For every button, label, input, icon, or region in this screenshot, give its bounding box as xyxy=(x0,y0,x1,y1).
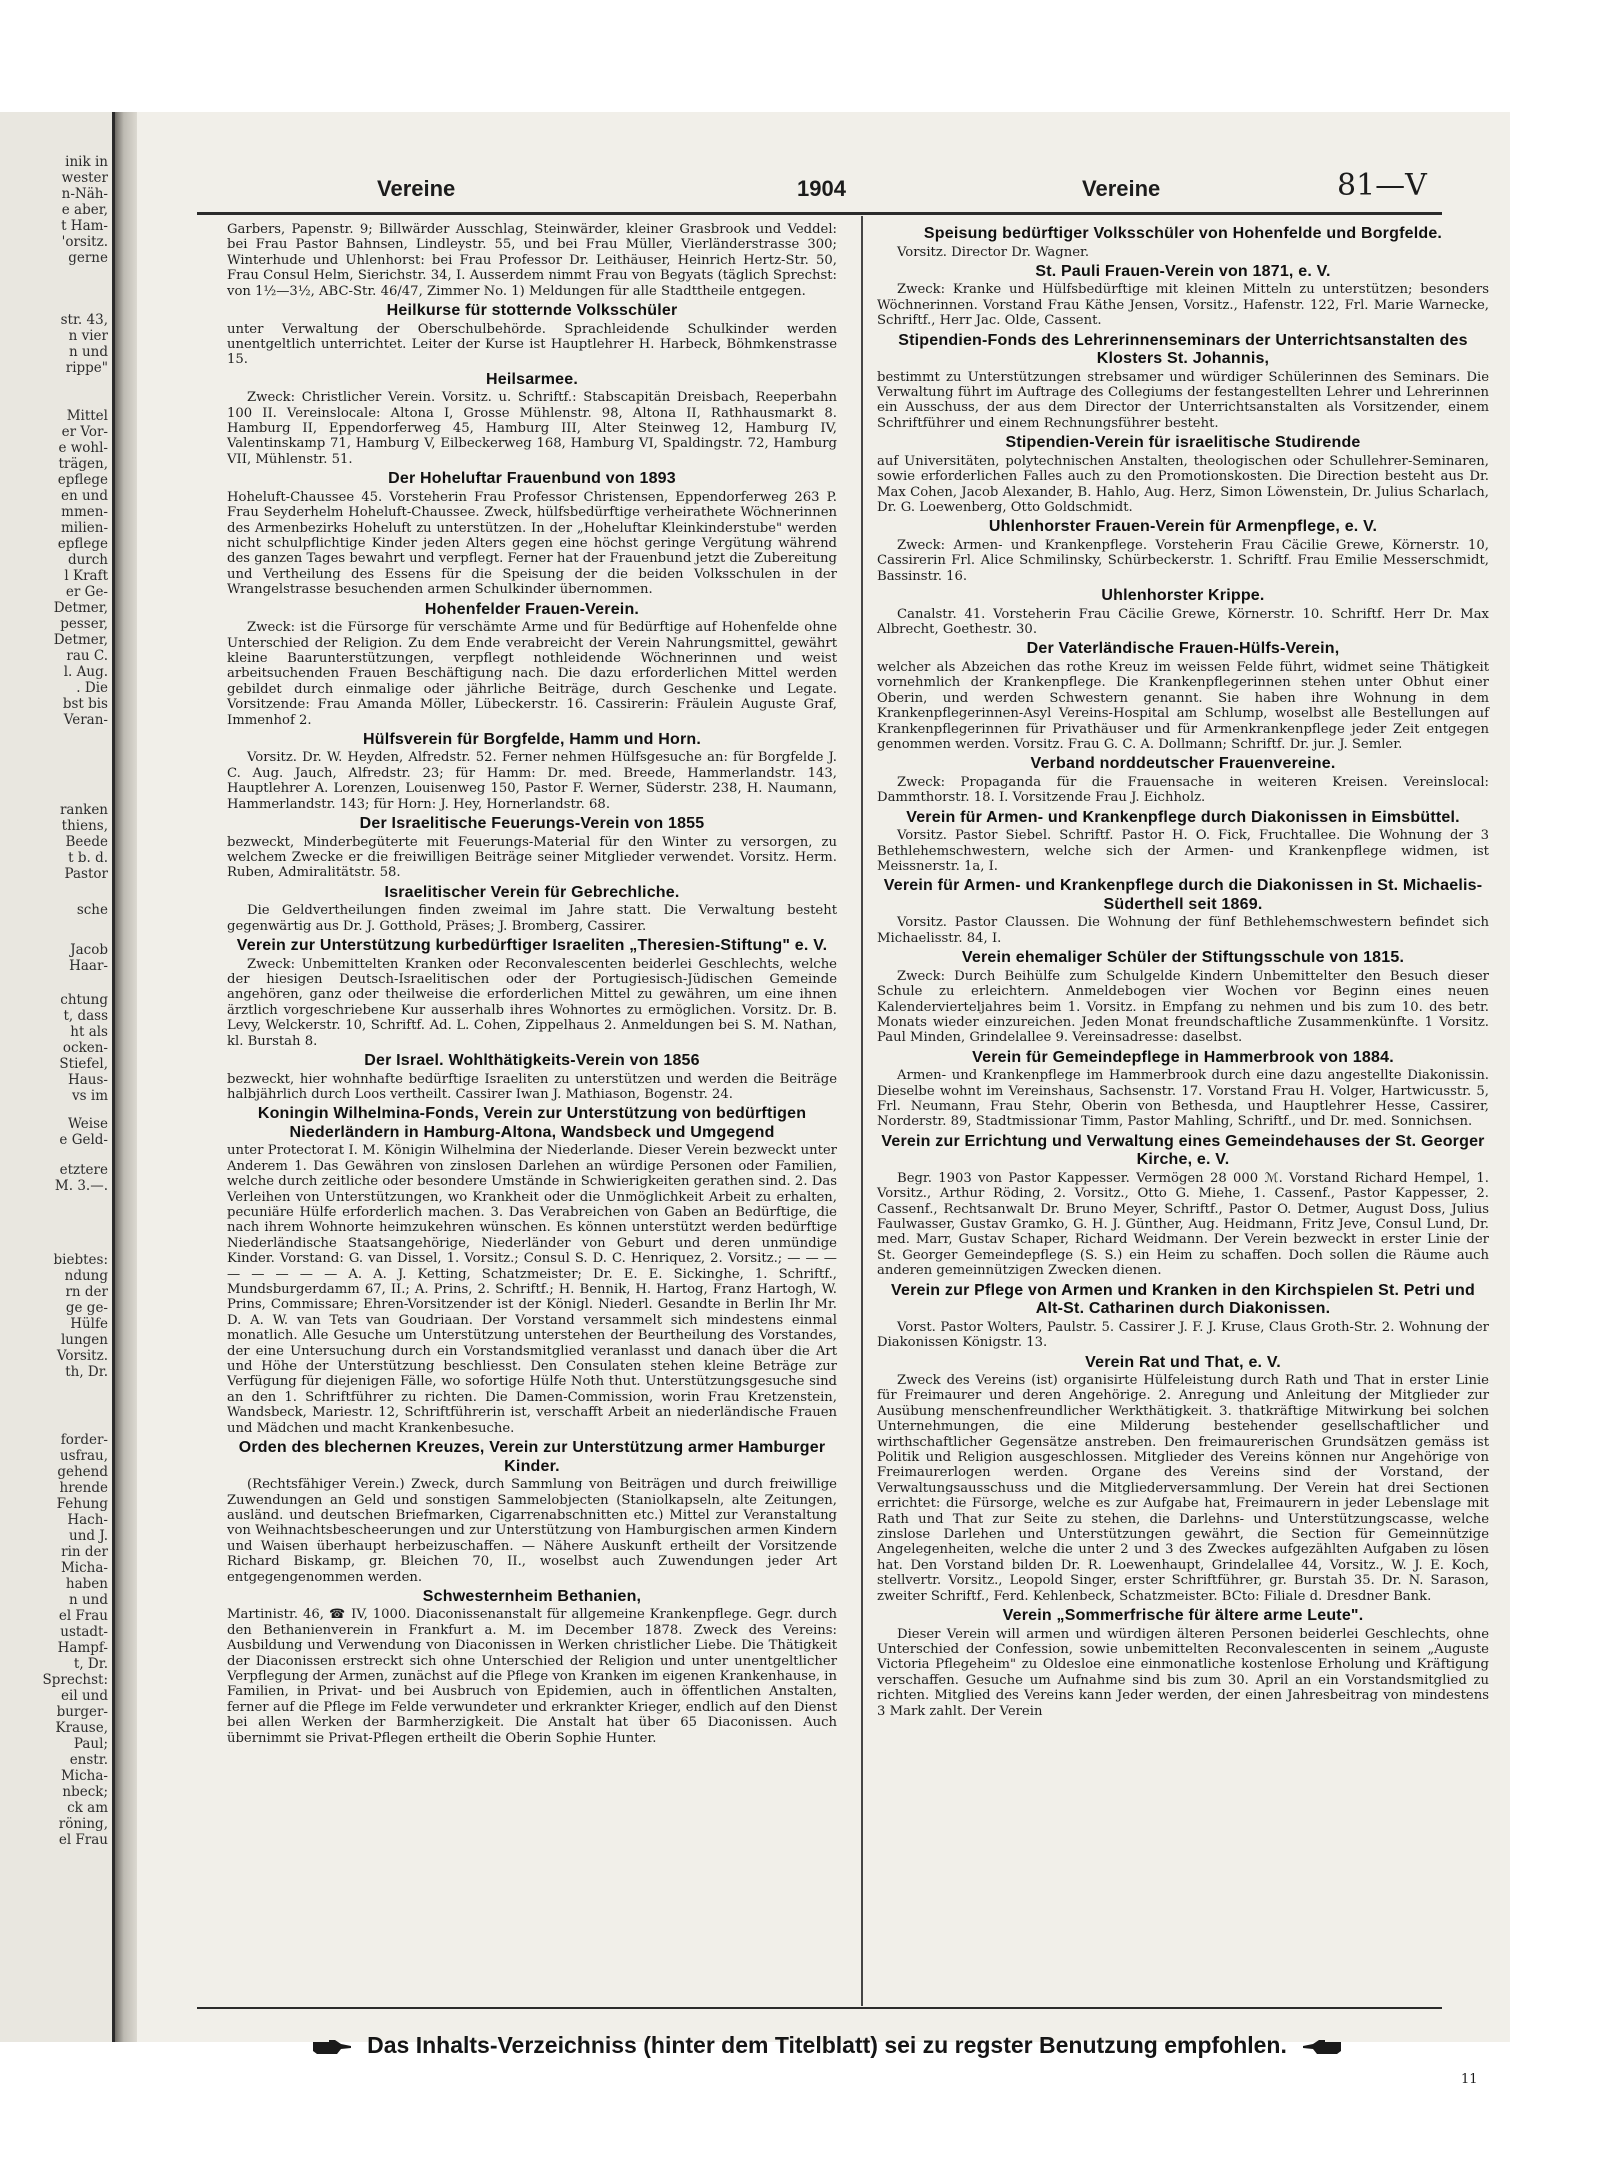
directory-entry xyxy=(877,640,1489,752)
signature-mark: 11 xyxy=(1461,2072,1478,2087)
entry-text: Garbers, Papenstr. 9; Billwärder Ausschlag, Steinwärder, kleiner Grasbrook und Veddel: bei Frau Pastor Bahnsen, Lindleystr. 55, und bei Frau Müller, Vierländerstrasse 300; Winterhude und Uhlenhorst: bei Frau Professor Dr. Leithäuser, Heinrich Hertz-Str. 50, Frau Consul Helm, Sierichstr. 34, I. Ausserdem nimmt Frau von Begyats (täglich Sprechst: von 1½—3½, ABC-Str. 46/47, Zimmer No. 1) Meldungen für alle Stadttheile entgegen. xyxy=(227,222,837,299)
header-right-title: Vereine xyxy=(1082,176,1161,201)
left-page-fragment: Fehung xyxy=(56,1496,108,1512)
directory-entry xyxy=(227,1439,837,1585)
left-page-fragment: chtung xyxy=(60,992,108,1008)
left-page-fragment: Jacob xyxy=(70,942,108,958)
left-page-fragment: rn der xyxy=(65,1284,108,1300)
left-page-fragment: Haus- xyxy=(67,1072,108,1088)
directory-entry xyxy=(877,1607,1489,1719)
left-column xyxy=(227,222,837,1749)
entry-title: Heilsarmee. xyxy=(485,370,579,388)
directory-page xyxy=(137,112,1510,2087)
left-page-fragment: el Frau xyxy=(58,1608,108,1624)
left-page-fragment: burger- xyxy=(56,1704,108,1720)
directory-entry xyxy=(877,332,1489,432)
entry-text: Martinistr. 46, ☎ IV, 1000. Diaconissenanstalt für allgemeine Krankenpflege. Gegr. durch den Bethanienverein in Frankfurt a. M. im December 1878. Zweck des Vereins: Ausbildung und Verwendung von Diaconissen in Werken christlicher Liebe. Die Thätigkeit der Diaconissen erstreckt sich ohne Unterschied der Religion und unter unentgeltlicher Verpflegung der Armen, zunächst auf die Pflege von Kranken im eigenen Krankenhause, in Familien, in Privat- und bei Ausbruch von Epidemien, auch in öffentlichen Anstalten, ferner auf die Pflege im Felde verwundeter und erkrankter Krieger, endlich auf den Dienst bei allen Werken der Barmherzigkeit. Die Anstalt hat über 65 Diaconissen. Auch übernimmt sie Privat-Pflegen ertheilt die Oberin Sophie Hunter. xyxy=(227,1607,837,1746)
entry-title: Verein zur Errichtung und Verwaltung eines Gemeindehauses der St. Georger Kirche, e. V. xyxy=(881,1132,1485,1169)
pointing-hand-icon xyxy=(311,2038,353,2056)
left-page-fragment: ge ge- xyxy=(65,1300,108,1316)
left-page-fragment: Vorsitz. xyxy=(56,1348,108,1364)
left-page-fragment: M. 3.—. xyxy=(54,1178,108,1194)
left-page-fragment: sche xyxy=(76,902,108,918)
directory-entry xyxy=(877,755,1489,805)
left-page-fragment: usfrau, xyxy=(59,1448,108,1464)
entry-title: Orden des blechernen Kreuzes, Verein zur Unterstützung armer Hamburger Kinder. xyxy=(238,1439,826,1475)
entry-title: Verein für Gemeindepflege in Hammerbrook von 1884. xyxy=(972,1048,1394,1066)
entry-title: Koningin Wilhelmina-Fonds, Verein zur Unterstützung von bedürftigen Niederländern in Hamburg-Altona, Wandsbeck und Umgegend xyxy=(257,1105,807,1141)
running-header xyxy=(197,168,1497,208)
left-page-fragment: haben xyxy=(65,1576,108,1592)
directory-entry xyxy=(227,371,837,468)
left-page-fragment: er Vor- xyxy=(61,424,108,440)
directory-entry xyxy=(877,877,1489,946)
entry-title: Verein „Sommerfrische für ältere arme Leute". xyxy=(1002,1607,1364,1625)
left-page-fragment: etztere xyxy=(59,1162,108,1178)
left-page-fragment: n-Näh- xyxy=(61,186,108,202)
left-page-fragment: gerne xyxy=(68,250,108,266)
directory-entry xyxy=(227,470,837,597)
bottom-rule xyxy=(197,2007,1442,2009)
left-page-fragment: t, dass xyxy=(63,1008,108,1024)
entry-title: Uhlenhorster Krippe. xyxy=(1101,587,1265,605)
left-page-fragment: Micha- xyxy=(60,1560,108,1576)
left-page-fragment: Paul; xyxy=(73,1736,108,1752)
left-page-fragment: nbeck; xyxy=(62,1784,108,1800)
left-page-fragment: ustadt- xyxy=(60,1624,108,1640)
entry-text: Begr. 1903 von Pastor Kappesser. Vermögen 28 000 ℳ. Vorstand Richard Hempel, 1. Vorsitz., Arthur Röding, 2. Vorsitz., Otto G. Miehe, 1. Cassenf., Pastor Kappesser, 2. Cassenf., Rechtsanwalt Dr. Bruno Meyer, Schriftf., Pastor O. Detmer, August Doss, Julius Faulwasser, Gustav Gramko, G. H. J. Günther, Aug. Heidmann, Fritz Jeve, Consul Lund, Dr. med. Marr, Gustav Schaper, Richard Weidmann. Der Verein bezweckt in erster Linie der St. Georger Gemeindepflege (S. S.) ein Heim zu schaffen. Doch sollen die Räume auch anderen gemeinnützigen Zwecken dienen. xyxy=(877,1170,1489,1279)
entry-title: Schwesternheim Bethanien, xyxy=(422,1587,642,1605)
left-page-fragment: th, Dr. xyxy=(65,1364,108,1380)
footer-notice-text: Das Inhalts-Verzeichniss (hinter dem Titelblatt) sei zu regster Benutzung empfohlen. xyxy=(367,2032,1287,2058)
left-page-fragment: enstr. xyxy=(69,1752,108,1768)
directory-entry xyxy=(227,1052,837,1102)
entry-title: Verband norddeutscher Frauenvereine. xyxy=(1030,755,1336,773)
left-page-fragment: Hach- xyxy=(67,1512,108,1528)
left-page-fragment: Stiefel, xyxy=(59,1056,108,1072)
adjacent-page-fragment xyxy=(0,112,115,2042)
entry-text: unter Verwaltung der Oberschulbehörde. Sprachleidende Schulkinder werden unentgeltlich unterrichtet. Leiter der Kurse ist Hauptlehrer H. Harbeck, Böhmkenstrasse 15. xyxy=(227,321,837,368)
entry-text: (Rechtsfähiger Verein.) Zweck, durch Sammlung von Beiträgen und durch freiwillige Zuwendungen an Geld und sonstigen Sammelobjecten (Staniolkapseln, alte Zeitungen, ausländ. und deutschen Briefmarken, Cigarrenabschnitten etc.) Mittel zur Veranstaltung von Weihnachtsbescheerungen und zur Unterstützung von Hamburgischen armen Kindern und Waisen überhaupt herbeizuschaffen. — Nähere Auskunft ertheilt der Vorsitzende Richard Biskamp, gr. Bleichen 70, II., woselbst auch Zuwendungen jeder Art entgegengenommen werden. xyxy=(227,1477,837,1585)
entry-text: Zweck: ist die Fürsorge für verschämte Arme und für Bedürftige auf Hohenfelde ohne Unterschied der Religion. Zu dem Ende verabreicht der Verein Nahrungsmittel, gewährt kleine Baarunterstützungen, verpflegt nothleidende Wöchnerinnen und weist arbeitsuchenden Frauen Beschäftigung nach. Die dazu erforderlichen Mittel werden gebildet durch einmalige oder jährliche Beiträge, durch Geschenke und Legate. Vorsitzende: Frau Amanda Möller, Lübeckerstr. 16. Cassirerin: Fräulein Auguste Graf, Immenhof 2. xyxy=(227,620,837,728)
entry-text: Canalstr. 41. Vorsteherin Frau Cäcilie Grewe, Körnerstr. 10. Schriftf. Herr Dr. Max Albrecht, Goethestr. 30. xyxy=(877,606,1489,637)
left-page-fragment: ndung xyxy=(64,1268,108,1284)
left-page-fragment: t b. d. xyxy=(68,850,108,866)
left-page-fragment: röning, xyxy=(58,1816,108,1832)
left-page-fragment: hrende xyxy=(59,1480,108,1496)
header-left-title: Vereine xyxy=(377,176,456,201)
column-divider xyxy=(861,216,863,2006)
left-page-fragment: bst bis xyxy=(62,696,108,712)
entry-text: Vorsitz. Pastor Siebel. Schriftf. Pastor H. O. Fick, Fruchtallee. Die Wohnung der 3 Bethlehemschwestern, welche sich der Armen- und Krankenpflege widmen, ist Meissnerstr. 1a, I. xyxy=(877,828,1489,874)
left-page-fragment: e Geld- xyxy=(59,1132,108,1148)
entry-title: Speisung bedürftiger Volksschüler von Hohenfelde und Borgfelde. xyxy=(923,225,1443,242)
entry-text: Zweck: Armen- und Krankenpflege. Vorsteherin Frau Cäcilie Grewe, Körnerstr. 10, Cassirerin Frl. Alice Schmilinsky, Schürbeckerstr. 1. Schriftf. Frau Emilie Messerschmidt, Bassinstr. 16. xyxy=(877,537,1489,584)
left-page-fragment: n vier xyxy=(68,328,108,344)
directory-entry xyxy=(877,263,1489,329)
entry-text: Zweck des Vereins (ist) organisirte Hülfeleistung durch Rath und That in erster Linie für Freimaurer und deren Angehörige. 2. Anregung und Anleitung der Mitglieder zur Ausübung menschenfreundlicher Werkthätigkeit. 3. thatkräftige Mitwirkung bei solchen Unternehmungen, die eine Milderung bestehender gesellschaftlicher und wirthschaftlicher Gegensätze anstreben. Den freimaurerischen Grundsätzen gemäss ist Politik und Religion ausgeschlossen. Mitglieder des Vereins können nur Angehörige von Freimaurerlogen werden. Organe des Vereins sind der Vorstand, der Verwaltungsausschuss und die Mitgliederversammlung. Der Verein hat drei Sectionen errichtet: die Fürsorge, welche es zur Aufgabe hat, Freimaurern in jeder Lebenslage mit Rath und That zur Seite zu stehen, die Darlehns- und Unterstützungscasse, welche zinslose Darlehen und Unterstützungen gewährt, die Section für Gemeinnützige Angelegenheiten, welche die unter 2 und 3 des Zweckes aufgezählten Aufgaben zu lösen hat. Den Vorstand bilden Dr. R. Loewenhaupt, Grindelallee 44, Vorsitz., W. J. E. Koch, stellvertr. Vorsitz., Leopold Singer, erster Schriftführer, gr. Burstah 35. Dr. N. Sarason, zweiter Schriftf., Ferd. Kehlenbeck, Schatzmeister. BCto: Filiale d. Dresdner Bank. xyxy=(877,1373,1489,1604)
left-page-fragment: Detmer, xyxy=(53,632,108,648)
left-page-fragment: epflege xyxy=(57,472,108,488)
left-page-fragment: rau C. xyxy=(66,648,108,664)
entry-text: Vorsitz. Pastor Claussen. Die Wohnung der fünf Bethlehemschwestern befindet sich Michaelisstr. 84, I. xyxy=(877,915,1489,946)
entry-title: Der Israel. Wohlthätigkeits-Verein von 1856 xyxy=(364,1052,700,1070)
header-rule xyxy=(197,212,1442,215)
left-page-fragment: durch xyxy=(67,552,108,568)
left-page-fragment: forder- xyxy=(60,1432,108,1448)
footer-notice xyxy=(177,2032,1477,2059)
left-page-fragment: milien- xyxy=(61,520,108,536)
entry-text: Vorsitz. Dr. W. Heyden, Alfredstr. 52. Ferner nehmen Hülfsgesuche an: für Borgfelde J. C. Aug. Jauch, Alfredstr. 23; für Hamm: Dr. med. Breede, Hammerlandstr. 143, Hauptlehrer A. Lorenzen, Louisenweg 150, Pastor F. Werner, Süderstr. 238, H. Naumann, Hammerlandstr. 143; für Horn: J. Hey, Hornerlandstr. 68. xyxy=(227,750,837,812)
directory-entry xyxy=(227,222,837,299)
entry-text: bestimmt zu Unterstützungen strebsamer und würdiger Schülerinnen des Seminars. Die Verwaltung führt im Auftrage des Collegiums der festangestellten Lehrer und Lehrerinnen ein Ausschuss, der aus dem Director der Unterrichtsanstalten als Vorsitzender, einem Schriftführer und einem Rechnungsführer besteht. xyxy=(877,369,1489,431)
left-page-fragment: Veran- xyxy=(63,712,108,728)
left-page-fragment: wester xyxy=(61,170,108,186)
left-page-fragment: rin der xyxy=(61,1544,108,1560)
entry-title: Stipendien-Fonds des Lehrerinnenseminars der Unterrichtsanstalten des Klosters St. Johannis, xyxy=(898,331,1468,368)
left-page-fragment: biebtes: xyxy=(53,1252,108,1268)
left-page-fragment: Detmer, xyxy=(53,600,108,616)
entry-text: auf Universitäten, polytechnischen Anstalten, theologischen oder Schullehrer-Seminaren, sowie erforderlichen Falles auch zu den Promotionskosten. Die Direction besteht aus Dr. Max Cohen, Jacob Alexander, B. Hahlo, Aug. Herz, Simon Löwenstein, Dr. Julius Scharlach, Dr. G. Loewenberg, Otto Goldschmidt. xyxy=(877,453,1489,515)
left-page-fragment: lungen xyxy=(60,1332,108,1348)
directory-entry xyxy=(877,434,1489,515)
left-page-fragment: ck am xyxy=(67,1800,108,1816)
entry-title: Der Hoheluftar Frauenbund von 1893 xyxy=(388,470,676,488)
entry-text: Hoheluft-Chaussee 45. Vorsteherin Frau Professor Christensen, Eppendorferweg 263 P. Frau Seyderhelm Hoheluft-Chaussee. Zweck, hülfsbedürftige verheirathete Wöchnerinnen des Armenbezirks Hoheluft zu unterstützen. In der „Hoheluftar Kleinkinderstube" werden nicht schulpflichtige Kinder jeden Alters gegen eine höchst geringe Vergütung während des ganzen Tages bewahrt und verpflegt. Ferner hat der Frauenbund jetzt die Zubereitung und Vertheilung des Essens für die Speisung der die beiden Volksschulen in der Wrangelstrasse besuchenden armen Schulkinder übernommen. xyxy=(227,489,837,598)
entry-text: Zweck: Kranke und Hülfsbedürftige mit kleinen Mitteln zu unterstützen; besonders Wöchnerinnen. Vorstand Frau Käthe Jensen, Vorsitz., Hafenstr. 122, Frl. Marie Warnecke, Schriftf., Herr Jac. Olde, Cassent. xyxy=(877,282,1489,329)
left-page-fragment: l Kraft xyxy=(64,568,108,584)
entry-text: unter Protectorat I. M. Königin Wilhelmina der Niederlande. Dieser Verein bezweckt unter Anderem 1. Das Gewähren von zinslosen Darlehen an würdige Personen oder Familien, welche durch zeitliche oder besondere Umstände in Schwierigkeiten gerathen sind. 2. Das Verleihen von Unterstützungen, wo Krankheit oder die Unmöglichkeit Arbeit zu erhalten, pecuniäre Hülfe erforderlich machen. 3. Das Verabreichen von Gaben an Bedürftige, die nach ihrem Wohnorte heimzukehren wünschen. Es können unterstützt werden bedürftige Niederländische Staatsangehörige, Niederländer von Geburt und deren unmündige Kinder. Vorstand: G. van Dissel, 1. Vorsitz.; Consul S. D. C. Henriquez, 2. Vorsitz.; — — — — — — — — A. A. J. Ketting, Schatzmeister; Dr. E. E. Sickinghe, 1. Schriftf., Mundsburgerdamm 67, II.; A. Prins, 2. Schriftf.; H. Bennik, H. Hartog, Franz Hartogh, W. Prins, Commissare; Ehren-Vorsitzender ist der Königl. Niederl. Gesandte in Berlin Ihr Mr. D. A. W. van Tets van Goudriaan. Der Vorstand versammelt sich mindestens einmal monatlich. Alle Gesuche um Unterstützung unterstehen der Beurtheilung des Vorstandes, der eine Untersuchung durch ein Vorstandsmitglied veranlasst und danach über die Art und Höhe der Unterstützung beschliesst. Den Consulaten stehen kleine Beträge zur Verfügung für diejenigen Fälle, wo sofortige Hülfe Noth thut. Unterstützungsgesuche sind an den 1. Schriftführer zu richten. Die Damen-Commission, worin Frau Kretzenstein, Wandsbeck, Mariestr. 12, Schriftführerin ist, verschafft Arbeit an niederländische Frauen und Mädchen und macht Krankenbesuche. xyxy=(227,1143,837,1436)
left-page-fragment: t, Dr. xyxy=(73,1656,108,1672)
pointing-hand-icon xyxy=(1301,2038,1343,2056)
directory-entry xyxy=(877,1133,1489,1279)
left-page-fragment: mmen- xyxy=(61,504,108,520)
directory-entry xyxy=(227,815,837,881)
entry-title: Der Israelitische Feuerungs-Verein von 1855 xyxy=(359,815,705,833)
page-number: 81—V xyxy=(1337,168,1427,203)
entry-text: Zweck: Unbemittelten Kranken oder Reconvalescenten beiderlei Geschlechts, welche der hiesigen Deutsch-Israelitischen oder der Portugiesisch-Jüdischen Gemeinde angehören, ganz oder theilweise die erforderlichen Mittel zu gewähren, um eine ihnen ärztlich vorgeschriebene Kur ausserhalb ihres Wohnortes zu ermöglichen. Vorsitz. Dr. B. Levy, Welckerstr. 10, Schriftf. Ad. L. Cohen, Zippelhaus 2. Anmeldungen bei S. M. Nathan, kl. Burstah 8. xyxy=(227,956,837,1049)
left-page-fragment: 'orsitz. xyxy=(61,234,108,250)
left-page-fragment: Micha- xyxy=(60,1768,108,1784)
entry-title: Verein zur Pflege von Armen und Kranken in den Kirchspielen St. Petri und Alt-St. Catharinen durch Diakonissen. xyxy=(891,1281,1475,1318)
entry-text: Zweck: Propaganda für die Frauensache in weiteren Kreisen. Vereinslocal: Dammthorstr. 18. I. Vorsitzende Frau J. Eichholz. xyxy=(877,774,1489,806)
directory-entry xyxy=(227,884,837,934)
entry-title: Verein für Armen- und Krankenpflege durch die Diakonissen in St. Michaelis-Süderthell seit 1869. xyxy=(883,877,1483,913)
left-page-fragment: e aber, xyxy=(61,202,108,218)
directory-entry xyxy=(227,601,837,728)
left-page-fragment: trägen, xyxy=(58,456,108,472)
entry-text: Armen- und Krankenpflege im Hammerbrook durch eine dazu angestellte Diakonissin. Dieselbe wohnt im Vereinshaus, Sachsenstr. 17. Vorstand Frau H. Volger, Hartwicusstr. 5, Frl. Neumann, Frau Stehr, Oberin von Bethesda, und Hauptlehrer Hesse, Cassirer, Norderstr. 89, Stadtmissionar Timm, Pastor Mahling, Schriftf., und Dr. med. Sonnichsen. xyxy=(877,1068,1489,1130)
left-page-fragment: epflege xyxy=(57,536,108,552)
directory-entry xyxy=(227,302,837,368)
directory-entry xyxy=(877,1354,1489,1605)
left-page-fragment: Mittel xyxy=(66,408,108,424)
left-page-fragment: ranken xyxy=(59,802,108,818)
left-page-fragment: ocken- xyxy=(62,1040,108,1056)
left-page-fragment: n und xyxy=(68,1592,108,1608)
right-column xyxy=(877,222,1489,1722)
entry-title: Verein zur Unterstützung kurbedürftiger Israeliten „Theresien-Stiftung" e. V. xyxy=(236,937,828,955)
left-page-fragment: er Ge- xyxy=(65,584,108,600)
entry-text: Dieser Verein will armen und würdigen älteren Personen beiderlei Geschlechts, ohne Unterschied der Confession, sowie unbemittelten Reconvalescenten in seinem „Auguste Victoria Pflegeheim" zu Oldesloe eine einmonatliche kostenlose Erholung und Kräftigung verschaffen. Gesuche um Aufnahme sind bis zum 30. April an ein Vorstandsmitglied zu richten. Mitglied des Vereins kann Jeder werden, der einen Jahresbeitrag von mindestens 3 Mark zahlt. Der Verein xyxy=(877,1626,1489,1719)
left-page-fragment: str. 43, xyxy=(60,312,108,328)
directory-entry xyxy=(877,1049,1489,1130)
entry-title: Hohenfelder Frauen-Verein. xyxy=(424,600,640,618)
left-page-fragment: rippe" xyxy=(65,360,108,376)
directory-entry xyxy=(877,518,1489,584)
left-page-fragment: Pastor xyxy=(64,866,108,882)
left-page-fragment: vs im xyxy=(72,1088,108,1104)
left-page-fragment: Haar- xyxy=(69,958,108,974)
directory-entry xyxy=(227,1105,837,1436)
left-page-fragment: l. Aug. xyxy=(63,664,108,680)
entry-text: bezweckt, Minderbegüterte mit Feuerungs-Material für den Winter zu versorgen, zu welchem Zwecke er die freiwilligen Beiträge seiner Mitglieder verwendet. Vorsitz. Herm. Ruben, Admiralitätstr. 58. xyxy=(227,834,837,881)
left-page-fragment: Sprechst: xyxy=(42,1672,108,1688)
entry-title: St. Pauli Frauen-Verein von 1871, e. V. xyxy=(1035,262,1331,280)
left-page-fragment: Hampf- xyxy=(57,1640,108,1656)
directory-entry xyxy=(227,731,837,812)
left-page-fragment: ht als xyxy=(70,1024,108,1040)
directory-entry xyxy=(227,1588,837,1746)
entry-text: Zweck: Durch Beihülfe zum Schulgelde Kindern Unbemittelter den Besuch dieser Schule zu erleichtern. Anmeldebogen vier Wochen vor Beginn eines neuen Kalendervierteljahres beim 1. Vorsitz. in Empfang zu nehmen und bis zum 10. des betr. Monats wieder einzureichen. Jeden Monat freundschaftliche Zusammenkünfte. 1 Vorsitz. Paul Minden, Grindelallee 9. Vereinsadresse: daselbst. xyxy=(877,968,1489,1046)
entry-text: welcher als Abzeichen das rothe Kreuz im weissen Felde führt, widmet seine Thätigkeit vornehmlich der Krankenpflege. Die Krankenpflegerinnen stehen unter Obhut einer Oberin, und werden Schwestern genannt. Sie haben ihre Wohnung in dem Krankenpflegerinnen-Asyl Vereins-Hospital am Schlump, woselbst alle Bestellungen auf Krankenpflegerinnen für Privathäuser und für Armenkrankenpflege jeder Zeit entgegen genommen werden. Vorsitz. Frau G. C. A. Dollmann; Schriftf. Dr. jur. J. Semler. xyxy=(877,659,1489,752)
directory-entry xyxy=(877,1282,1489,1351)
entry-text: Zweck: Christlicher Verein. Vorsitz. u. Schriftf.: Stabscapitän Dreisbach, Reeperbahn 100 II. Vereinslocale: Altona I, Grosse Mühlenstr. 98, Altona II, Rathhausmarkt 8. Hamburg II, Eppendorferweg 45, Hamburg III, Alter Steinweg 12, Hamburg IV, Valentinskamp 71, Hamburg V, Eilbeckerweg 168, Hamburg VI, Spaldingstr. 72, Hamburg VII, Mühlenstr. 51. xyxy=(227,390,837,467)
entry-title: Verein Rat und That, e. V. xyxy=(1085,1353,1281,1371)
left-page-fragment: gehend xyxy=(57,1464,108,1480)
left-page-fragment: pesser, xyxy=(60,616,108,632)
entry-title: Heilkurse für stotternde Volksschüler xyxy=(386,302,678,320)
entry-text: Vorst. Pastor Wolters, Paulstr. 5. Cassirer J. F. J. Kruse, Claus Groth-Str. 2. Wohnung der Diakonissen Königstr. 13. xyxy=(877,1319,1489,1351)
entry-title: Verein ehemaliger Schüler der Stiftungsschule von 1815. xyxy=(961,949,1405,967)
entry-title: Verein für Armen- und Krankenpflege durch Diakonissen in Eimsbüttel. xyxy=(906,808,1460,826)
entry-text: Die Geldvertheilungen finden zweimal im Jahre statt. Die Verwaltung besteht gegenwärtig aus Dr. J. Gotthold, Präses; J. Bromberg, Cassirer. xyxy=(227,903,837,934)
book-gutter xyxy=(115,112,137,2042)
entry-title: Israelitischer Verein für Gebrechliche. xyxy=(384,883,680,901)
entry-title: Uhlenhorster Frauen-Verein für Armenpflege, e. V. xyxy=(988,518,1378,536)
left-page-fragment: eil und xyxy=(61,1688,108,1704)
entry-title: Hülfsverein für Borgfelde, Hamm und Horn. xyxy=(362,730,701,748)
directory-entry xyxy=(877,225,1489,260)
left-page-fragment: Weise xyxy=(68,1116,108,1132)
directory-entry xyxy=(877,949,1489,1046)
left-page-fragment: . Die xyxy=(76,680,108,696)
left-page-fragment: e wohl- xyxy=(58,440,108,456)
directory-entry xyxy=(877,587,1489,637)
left-page-fragment: thiens, xyxy=(61,818,108,834)
left-page-fragment: und J. xyxy=(69,1528,108,1544)
left-page-fragment: en und xyxy=(60,488,108,504)
left-page-fragment: el Frau xyxy=(58,1832,108,1848)
left-page-fragment: inik in xyxy=(65,154,108,170)
header-year: 1904 xyxy=(797,176,846,201)
left-page-fragment: Krause, xyxy=(55,1720,108,1736)
entry-title: Stipendien-Verein für israelitische Studirende xyxy=(1005,434,1361,452)
directory-entry xyxy=(877,809,1489,875)
directory-entry xyxy=(227,937,837,1049)
entry-text: Vorsitz. Director Dr. Wagner. xyxy=(897,244,1090,260)
left-page-fragment: Beede xyxy=(65,834,108,850)
left-page-fragment: t Ham- xyxy=(61,218,108,234)
entry-text: bezweckt, hier wohnhafte bedürftige Israeliten zu unterstützen und werden die Beiträge halbjährlich durch Loos vertheilt. Cassirer Iwan J. Mathiason, Bogenstr. 24. xyxy=(227,1071,837,1102)
left-page-fragment: Hülfe xyxy=(70,1316,108,1332)
left-page-fragment: n und xyxy=(68,344,108,360)
entry-title: Der Vaterländische Frauen-Hülfs-Verein, xyxy=(1026,640,1340,658)
